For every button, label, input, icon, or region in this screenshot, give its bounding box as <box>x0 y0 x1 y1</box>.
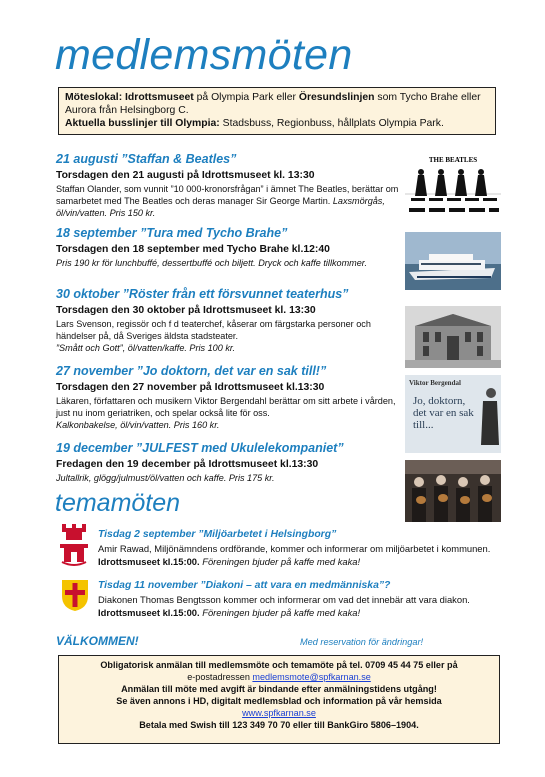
event-beatles <box>56 152 401 219</box>
church-cross-icon <box>60 578 90 612</box>
registration-info-box <box>58 655 500 744</box>
event-julfest <box>56 441 401 484</box>
footer-line-website <box>59 707 499 719</box>
welcome-text: VÄLKOMMEN! <box>56 634 139 648</box>
event-datetime: Torsdagen den 21 augusti på Idrottsmuseet kl. 13:30 <box>56 170 315 181</box>
ferry-illustration <box>405 232 501 290</box>
castle-crest-icon <box>58 524 90 568</box>
book-title: Jo, doktorn, det var en sak till... <box>413 395 474 431</box>
event-datetime: Torsdagen den 27 november på Idrottsmuseet kl.13:30 <box>56 382 325 393</box>
ukulele-band-image <box>405 460 501 522</box>
website-link[interactable]: www.spfkarnan.se <box>242 708 316 718</box>
event-jo-doktorn <box>56 364 401 431</box>
footer-line-website-info: Se även annons i HD, digitalt medlemsblad och information på vår hemsida <box>116 696 442 706</box>
venue-label: Möteslokal: Idrottsmuseet <box>65 92 194 103</box>
reservation-note: Med reservation för ändringar! <box>300 637 424 647</box>
event-title: 19 december ”JULFEST med Ukulelekompaniet” <box>56 441 344 455</box>
event-title: 18 september ”Tura med Tycho Brahe” <box>56 226 288 240</box>
event-datetime: Torsdagen den 30 oktober på Idrottsmuseet kl. 13:30 <box>56 305 316 316</box>
event-tycho-brahe <box>56 226 401 269</box>
theatre-illustration <box>405 306 501 368</box>
beatles-image <box>405 152 501 226</box>
footer-line-registration: Obligatorisk anmälan till medlemsmöte och temamöte på tel. 0709 45 44 75 eller på <box>100 660 458 670</box>
footer-line-email: e-postadressen medlemsmote@spfkarnan.se <box>187 672 371 682</box>
bus-label: Aktuella busslinjer till Olympia: <box>65 118 220 129</box>
event-title: 21 augusti ”Staffan & Beatles” <box>56 152 237 166</box>
beatles-abbey-road-illustration <box>405 152 501 226</box>
meeting-miljoarbetet <box>98 528 498 568</box>
person-silhouette-icon <box>479 385 499 445</box>
email-link[interactable]: medlemsmote@spfkarnan.se <box>252 672 371 682</box>
meeting-diakoni <box>98 579 498 619</box>
meeting-description: Diakonen Thomas Bengtsson kommer och informerar om vad det innebär att vara diakon. Idrottsmuseet kl.15:00. Föreningen bjuder på kaffe med kaka! <box>98 594 470 618</box>
section-title-temamoten: temamöten <box>55 489 181 517</box>
meeting-description: Amir Rawad, Miljönämndens ordförande, kommer och informerar om miljöarbetet i kommunen. Idrottsmuseet kl.15:00. Föreningen bjuder på kaffe med kaka! <box>98 543 491 567</box>
event-description: Staffan Olander, som vunnit ”10 000-kronorsfrågan” i ämnet The Beatles, berättar om samarbetet med The Beatles och deras manager Sir George Martin. Laxsmörgås, öl/vin/vatten. Pris 150 kr. <box>56 184 399 218</box>
footer-line-payment: Betala med Swish till 123 349 70 70 eller till BankGiro 5806–1904. <box>139 720 419 730</box>
band-illustration <box>405 460 501 522</box>
event-datetime: Fredagen den 19 december på Idrottsmuseet kl.13:30 <box>56 459 319 470</box>
event-description: Läkaren, författaren och musikern Viktor Bergendahl berättar om sitt arbete i vården, just nu inom geriatriken, och spelar också lite för oss. Kalkonbakelse, öl/vin/vatten. Pris 160 kr. <box>56 396 396 430</box>
event-description: Pris 190 kr för lunchbuffé, dessertbuffé och biljett. Dryck och kaffe tillkommer. <box>56 258 367 268</box>
beatles-logo-text: THE BEATLES <box>428 156 478 164</box>
event-description: Jultallrik, glögg/julmust/öl/vatten och kaffe. Pris 175 kr. <box>56 473 275 483</box>
meeting-title: Tisdag 2 september ”Miljöarbetet i Helsingborg” <box>98 529 337 540</box>
theatre-building-image <box>405 306 501 368</box>
meeting-title: Tisdag 11 november ”Diakoni – att vara en medmänniska”? <box>98 580 391 591</box>
helsingborg-crest-icon <box>58 524 90 568</box>
event-description: Lars Svenson, regissör och f d teaterchef, kåserar om färgstarka personer och händelser på, då Sveriges äldsta stadsteater. ”Smått och Gott”, öl/vatten/kaffe. Pris 100 kr. <box>56 319 371 353</box>
event-title: 30 oktober ”Röster från ett försvunnet teaterhus” <box>56 287 349 301</box>
footer-line-binding: Anmälan till möte med avgift är bindande efter anmälningstidens utgång! <box>121 684 437 694</box>
event-teaterhus <box>56 287 406 354</box>
event-title: 27 november ”Jo doktorn, det var en sak till!” <box>56 364 327 378</box>
venue-info-box: Möteslokal: Idrottsmuseet på Olympia Park eller Öresundslinjen som Tycho Brahe eller Aurora från Helsingborg C. Aktuella busslinjer till Olympia: Stadsbuss, Regionbuss, hållplats Olympia Park. <box>58 87 496 135</box>
cross-shield-icon <box>60 578 90 612</box>
book-author: Viktor Bergendal <box>409 379 461 387</box>
page-title: medlemsmöten <box>55 31 353 79</box>
book-cover-image <box>405 375 501 453</box>
tycho-brahe-ferry-image <box>405 232 501 290</box>
event-datetime: Torsdagen den 18 september med Tycho Brahe kl.12:40 <box>56 244 330 255</box>
